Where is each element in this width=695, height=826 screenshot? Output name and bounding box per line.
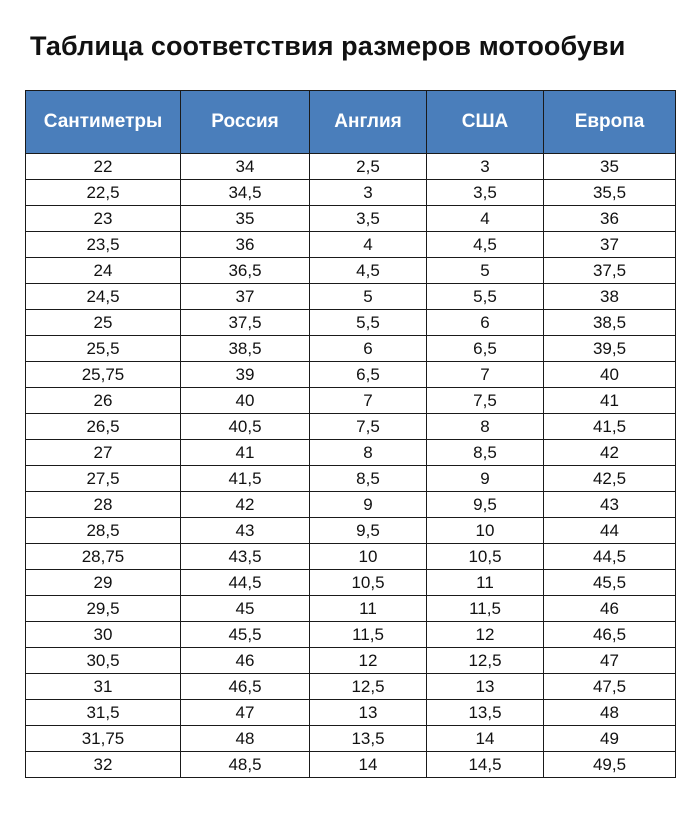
cell-russia: 46 [181, 648, 310, 674]
cell-russia: 42 [181, 492, 310, 518]
cell-usa: 3,5 [427, 180, 544, 206]
table-row [26, 700, 676, 726]
cell-england: 4,5 [310, 258, 427, 284]
table-row [26, 362, 676, 388]
cell-centimeters: 26 [26, 388, 181, 414]
cell-europe: 35 [544, 154, 676, 180]
cell-centimeters: 28,75 [26, 544, 181, 570]
cell-europe: 37 [544, 232, 676, 258]
cell-europe: 49 [544, 726, 676, 752]
cell-england: 3 [310, 180, 427, 206]
cell-centimeters: 31,5 [26, 700, 181, 726]
cell-england: 14 [310, 752, 427, 778]
cell-russia: 41,5 [181, 466, 310, 492]
cell-russia: 41 [181, 440, 310, 466]
cell-usa: 12,5 [427, 648, 544, 674]
cell-usa: 7 [427, 362, 544, 388]
cell-usa: 10,5 [427, 544, 544, 570]
header-europe: Европа [544, 91, 676, 154]
table-row [26, 232, 676, 258]
cell-russia: 34 [181, 154, 310, 180]
cell-centimeters: 26,5 [26, 414, 181, 440]
cell-england: 9,5 [310, 518, 427, 544]
cell-centimeters: 23,5 [26, 232, 181, 258]
cell-europe: 38,5 [544, 310, 676, 336]
cell-centimeters: 27 [26, 440, 181, 466]
cell-usa: 14 [427, 726, 544, 752]
cell-england: 11,5 [310, 622, 427, 648]
cell-england: 12 [310, 648, 427, 674]
cell-russia: 39 [181, 362, 310, 388]
table-row [26, 752, 676, 778]
cell-england: 11 [310, 596, 427, 622]
cell-usa: 4 [427, 206, 544, 232]
cell-europe: 38 [544, 284, 676, 310]
cell-usa: 6,5 [427, 336, 544, 362]
table-row [26, 388, 676, 414]
cell-europe: 44,5 [544, 544, 676, 570]
cell-russia: 48,5 [181, 752, 310, 778]
cell-europe: 48 [544, 700, 676, 726]
table-row [26, 570, 676, 596]
cell-centimeters: 28,5 [26, 518, 181, 544]
cell-europe: 43 [544, 492, 676, 518]
cell-usa: 7,5 [427, 388, 544, 414]
table-row [26, 622, 676, 648]
cell-europe: 47,5 [544, 674, 676, 700]
cell-europe: 39,5 [544, 336, 676, 362]
cell-usa: 14,5 [427, 752, 544, 778]
cell-usa: 3 [427, 154, 544, 180]
cell-england: 12,5 [310, 674, 427, 700]
cell-centimeters: 27,5 [26, 466, 181, 492]
cell-europe: 45,5 [544, 570, 676, 596]
cell-russia: 35 [181, 206, 310, 232]
cell-russia: 40 [181, 388, 310, 414]
cell-england: 5,5 [310, 310, 427, 336]
cell-england: 6,5 [310, 362, 427, 388]
cell-russia: 44,5 [181, 570, 310, 596]
header-row [26, 91, 676, 154]
cell-usa: 13 [427, 674, 544, 700]
cell-europe: 46 [544, 596, 676, 622]
header-usa: США [427, 91, 544, 154]
cell-centimeters: 24,5 [26, 284, 181, 310]
cell-usa: 12 [427, 622, 544, 648]
cell-usa: 9 [427, 466, 544, 492]
cell-usa: 5 [427, 258, 544, 284]
table-row [26, 544, 676, 570]
cell-centimeters: 30,5 [26, 648, 181, 674]
table-row [26, 648, 676, 674]
cell-centimeters: 24 [26, 258, 181, 284]
table-row [26, 310, 676, 336]
table-row [26, 492, 676, 518]
table-row [26, 440, 676, 466]
cell-russia: 46,5 [181, 674, 310, 700]
cell-usa: 8 [427, 414, 544, 440]
table-row [26, 466, 676, 492]
cell-europe: 47 [544, 648, 676, 674]
cell-usa: 8,5 [427, 440, 544, 466]
cell-centimeters: 29 [26, 570, 181, 596]
table-header [26, 91, 676, 154]
cell-centimeters: 25,5 [26, 336, 181, 362]
cell-centimeters: 22 [26, 154, 181, 180]
header-russia: Россия [181, 91, 310, 154]
cell-centimeters: 31 [26, 674, 181, 700]
cell-europe: 42 [544, 440, 676, 466]
cell-russia: 36 [181, 232, 310, 258]
cell-russia: 47 [181, 700, 310, 726]
cell-usa: 9,5 [427, 492, 544, 518]
cell-usa: 13,5 [427, 700, 544, 726]
header-centimeters: Сантиметры [26, 91, 181, 154]
table-row [26, 674, 676, 700]
table-row [26, 596, 676, 622]
cell-russia: 37,5 [181, 310, 310, 336]
table-row [26, 258, 676, 284]
cell-europe: 46,5 [544, 622, 676, 648]
cell-russia: 43,5 [181, 544, 310, 570]
cell-russia: 40,5 [181, 414, 310, 440]
table-row [26, 518, 676, 544]
cell-europe: 37,5 [544, 258, 676, 284]
cell-england: 6 [310, 336, 427, 362]
cell-russia: 37 [181, 284, 310, 310]
cell-england: 13,5 [310, 726, 427, 752]
cell-russia: 36,5 [181, 258, 310, 284]
cell-centimeters: 31,75 [26, 726, 181, 752]
table-row [26, 206, 676, 232]
cell-europe: 44 [544, 518, 676, 544]
cell-europe: 36 [544, 206, 676, 232]
cell-england: 9 [310, 492, 427, 518]
cell-europe: 49,5 [544, 752, 676, 778]
cell-europe: 35,5 [544, 180, 676, 206]
cell-usa: 10 [427, 518, 544, 544]
cell-europe: 40 [544, 362, 676, 388]
table-row [26, 726, 676, 752]
cell-england: 7 [310, 388, 427, 414]
cell-england: 10,5 [310, 570, 427, 596]
cell-england: 7,5 [310, 414, 427, 440]
cell-centimeters: 30 [26, 622, 181, 648]
size-conversion-table [25, 90, 676, 778]
cell-centimeters: 25 [26, 310, 181, 336]
cell-england: 5 [310, 284, 427, 310]
cell-europe: 41,5 [544, 414, 676, 440]
cell-centimeters: 22,5 [26, 180, 181, 206]
cell-russia: 48 [181, 726, 310, 752]
cell-europe: 41 [544, 388, 676, 414]
header-england: Англия [310, 91, 427, 154]
cell-centimeters: 23 [26, 206, 181, 232]
cell-usa: 6 [427, 310, 544, 336]
page-title: Таблица соответствия размеров мотообуви [30, 31, 626, 61]
cell-usa: 5,5 [427, 284, 544, 310]
cell-centimeters: 29,5 [26, 596, 181, 622]
table-row [26, 284, 676, 310]
cell-centimeters: 25,75 [26, 362, 181, 388]
table-row [26, 414, 676, 440]
cell-russia: 45,5 [181, 622, 310, 648]
cell-usa: 11 [427, 570, 544, 596]
cell-usa: 11,5 [427, 596, 544, 622]
cell-russia: 45 [181, 596, 310, 622]
cell-england: 13 [310, 700, 427, 726]
cell-russia: 34,5 [181, 180, 310, 206]
cell-centimeters: 32 [26, 752, 181, 778]
table-row [26, 180, 676, 206]
cell-england: 3,5 [310, 206, 427, 232]
cell-europe: 42,5 [544, 466, 676, 492]
cell-centimeters: 28 [26, 492, 181, 518]
cell-russia: 38,5 [181, 336, 310, 362]
table-body [26, 154, 676, 778]
cell-russia: 43 [181, 518, 310, 544]
cell-england: 8 [310, 440, 427, 466]
cell-england: 2,5 [310, 154, 427, 180]
cell-england: 8,5 [310, 466, 427, 492]
table-row [26, 154, 676, 180]
cell-england: 10 [310, 544, 427, 570]
table-row [26, 336, 676, 362]
cell-england: 4 [310, 232, 427, 258]
cell-usa: 4,5 [427, 232, 544, 258]
